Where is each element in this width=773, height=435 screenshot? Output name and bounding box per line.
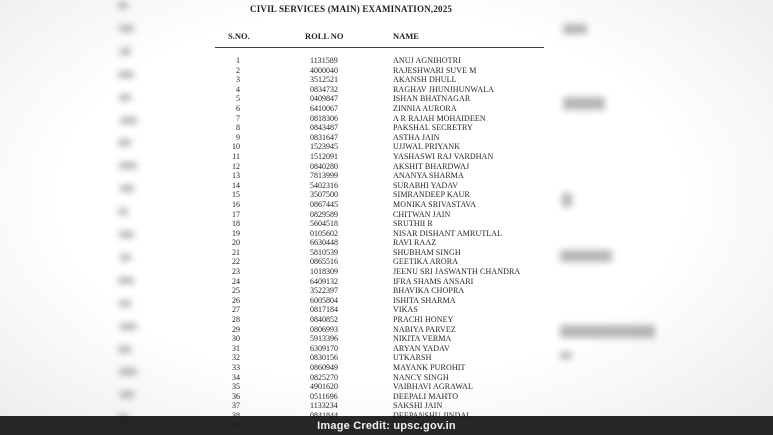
cell-rollno: 3522397: [310, 286, 338, 296]
column-header-roll: ROLL NO: [305, 31, 344, 41]
cell-name: SHUBHAM SINGH: [393, 247, 461, 257]
blurred-artifact: [120, 48, 131, 55]
table-row: [215, 190, 555, 200]
cell-sno: 16: [232, 199, 240, 209]
cell-rollno: 1512091: [310, 151, 338, 161]
column-header-sno: S.NO.: [228, 31, 250, 41]
cell-name: MONIKA SRIVASTAVA: [393, 199, 477, 209]
cell-sno: 26: [232, 295, 240, 305]
cell-sno: 37: [232, 401, 240, 411]
cell-sno: 13: [232, 171, 240, 181]
blurred-artifact: [118, 2, 128, 9]
blurred-artifact: [120, 391, 134, 398]
cell-sno: 6: [236, 103, 240, 113]
table-row: [215, 229, 555, 239]
table-row: [215, 286, 555, 296]
cell-sno: 11: [232, 151, 240, 161]
blurred-artifact: [118, 277, 134, 284]
cell-rollno: 0843487: [310, 123, 338, 133]
cell-rollno: 0830156: [310, 353, 338, 363]
cell-rollno: 4901620: [310, 382, 338, 392]
cell-rollno: 6409132: [310, 276, 338, 286]
blurred-artifact: [118, 208, 128, 215]
cell-name: YASHASWI RAJ VARDHAN: [393, 151, 494, 161]
cell-name: ARYAN YADAV: [393, 343, 450, 353]
table-row: [215, 305, 555, 315]
cell-rollno: 5402316: [310, 180, 338, 190]
cell-name: UTKARSH: [393, 353, 432, 363]
cell-rollno: 0105602: [310, 228, 338, 238]
cell-rollno: 0867445: [310, 199, 338, 209]
table-row: [215, 162, 555, 172]
cell-name: NANCY SINGH: [393, 372, 449, 382]
cell-sno: 22: [232, 257, 240, 267]
cell-rollno: 6309170: [310, 343, 338, 353]
cell-sno: 12: [232, 161, 240, 171]
blurred-artifact: [119, 25, 134, 32]
cell-rollno: 1131589: [310, 56, 338, 65]
cell-name: ANUJ AGNIHOTRI: [393, 56, 461, 65]
table-row: [215, 219, 555, 229]
cell-name: A R RAJAH MOHAIDEEN: [393, 113, 486, 123]
table-row: [215, 277, 555, 287]
image-credit-text: Image Credit: upsc.gov.in: [317, 419, 456, 432]
cell-sno: 33: [232, 363, 240, 372]
blurred-artifact: [118, 71, 134, 78]
cell-name: RAVI RAAZ: [393, 238, 437, 248]
cell-sno: 24: [232, 276, 240, 286]
cell-name: SURABHI YADAV: [393, 180, 459, 190]
cell-rollno: 0840852: [310, 315, 338, 325]
cell-sno: 19: [232, 228, 240, 238]
table-row: [215, 94, 555, 104]
cell-sno: 3: [236, 75, 240, 85]
cell-sno: 21: [232, 247, 240, 257]
cell-sno: 10: [232, 142, 240, 152]
cell-rollno: 0818306: [310, 113, 338, 123]
cell-name: JEENU SRI JASWANTH CHANDRA: [393, 267, 521, 277]
table-row: [215, 296, 555, 306]
blurred-artifact: [120, 185, 134, 192]
cell-rollno: 5604518: [310, 219, 338, 229]
cell-rollno: 0829589: [310, 209, 338, 219]
cell-name: NISAR DISHANT AMRUTLAL: [393, 228, 503, 238]
table-row: [215, 315, 555, 325]
table-row: [215, 382, 555, 392]
cell-sno: 17: [232, 209, 240, 219]
cell-rollno: 1018309: [310, 267, 338, 277]
blurred-artifact: [560, 250, 612, 262]
blurred-artifact: [118, 346, 131, 353]
blurred-artifact: [120, 117, 137, 124]
blurred-artifact: [563, 24, 587, 34]
cell-sno: 30: [232, 334, 240, 344]
table-row: [215, 123, 555, 133]
blurred-artifact: [119, 231, 134, 238]
blurred-artifact: [120, 254, 131, 261]
column-header-name: NAME: [393, 31, 419, 41]
blurred-artifact: [119, 94, 131, 101]
header-divider: [215, 47, 544, 48]
table-row: [215, 267, 555, 277]
cell-rollno: 6630448: [310, 238, 338, 248]
cell-name: RAGHAV JHUNJHUNWALA: [393, 84, 494, 94]
blurred-artifact: [560, 325, 655, 338]
cell-rollno: 5810539: [310, 247, 338, 257]
cell-name: AKANSH DHULL: [393, 75, 457, 85]
cell-name: NABIYA PARVEZ: [393, 324, 456, 334]
table-row: [215, 353, 555, 363]
cell-rollno: 0865516: [310, 257, 338, 267]
table-row: [215, 238, 555, 248]
cell-sno: 23: [232, 267, 240, 277]
cell-rollno: 0831647: [310, 132, 338, 142]
table-row: [215, 56, 555, 66]
cell-sno: 1: [236, 56, 240, 65]
table-row: [215, 334, 555, 344]
cell-name: ISHITA SHARMA: [393, 295, 456, 305]
cell-rollno: 0834732: [310, 84, 338, 94]
cell-sno: 9: [236, 132, 240, 142]
cell-sno: 7: [236, 113, 240, 123]
cell-name: RAJESHWARI SUVE M: [393, 65, 477, 75]
cell-rollno: 3512521: [310, 75, 338, 85]
cell-name: PRACHI HONEY: [393, 315, 454, 325]
cell-sno: 8: [236, 123, 240, 133]
cell-sno: 27: [232, 305, 240, 315]
cell-rollno: 1523945: [310, 142, 338, 152]
cell-name: VAIBHAVI AGRAWAL: [393, 382, 474, 392]
cell-name: SRUTHII R: [393, 219, 433, 229]
cell-sno: 32: [232, 353, 240, 363]
cell-sno: 34: [232, 372, 240, 382]
table-row: [215, 171, 555, 181]
table-row: [215, 85, 555, 95]
table-row: [215, 210, 555, 220]
cell-rollno: 0860949: [310, 363, 338, 372]
cell-rollno: 3507500: [310, 190, 338, 200]
cell-name: SIMRANDEEP KAUR: [393, 190, 470, 200]
table-row: [215, 392, 555, 402]
cell-rollno: 6005804: [310, 295, 338, 305]
blurred-artifact: [119, 368, 137, 375]
cell-rollno: 1133234: [310, 401, 338, 411]
cell-name: DEEPALI MAHTO: [393, 391, 459, 401]
cell-sno: 5: [236, 94, 240, 104]
cell-sno: 35: [232, 382, 240, 392]
cell-sno: 20: [232, 238, 240, 248]
cell-name: ANANYA SHARMA: [393, 171, 464, 181]
blurred-artifact: [120, 323, 137, 330]
table-row: [215, 114, 555, 124]
cell-sno: 29: [232, 324, 240, 334]
cell-name: ASTHA JAIN: [393, 132, 440, 142]
table-row: [215, 344, 555, 354]
cell-name: ISHAN BHATNAGAR: [393, 94, 471, 104]
cell-name: CHITWAN JAIN: [393, 209, 451, 219]
blurred-artifact: [119, 162, 137, 169]
blurred-artifact: [119, 300, 131, 307]
image-credit-bar: [0, 416, 773, 435]
table-row: [215, 200, 555, 210]
cell-sno: 31: [232, 343, 240, 353]
cell-rollno: 0511696: [310, 391, 338, 401]
table-row: [215, 257, 555, 267]
cell-sno: 36: [232, 391, 240, 401]
cell-rollno: 0817184: [310, 305, 338, 315]
cell-name: BHAVIKA CHOPRA: [393, 286, 465, 296]
table-row: [215, 133, 555, 143]
cell-sno: 18: [232, 219, 240, 229]
cell-sno: 14: [232, 180, 240, 190]
cell-rollno: 0409847: [310, 94, 338, 104]
cell-name: UJJWAL PRIYANK: [393, 142, 461, 152]
blurred-artifact: [118, 139, 131, 146]
blurred-artifact: [563, 97, 605, 110]
cell-name: IFRA SHAMS ANSARI: [393, 276, 474, 286]
table-row: [215, 104, 555, 114]
cell-name: ZINNIA AURORA: [393, 103, 457, 113]
cell-sno: 4: [236, 84, 240, 94]
cell-rollno: 0840280: [310, 161, 338, 171]
table-row: [215, 152, 555, 162]
cell-name: PAKSHAL SECRETRY: [393, 123, 473, 133]
cell-rollno: 7813999: [310, 171, 338, 181]
cell-sno: 15: [232, 190, 240, 200]
table-row: [215, 142, 555, 152]
cell-sno: 2: [236, 65, 240, 75]
cell-rollno: 5913396: [310, 334, 338, 344]
table-row: [215, 401, 555, 411]
cell-name: SAKSHI JAIN: [393, 401, 443, 411]
table-row: [215, 248, 555, 258]
table-row: [215, 181, 555, 191]
cell-rollno: 4000040: [310, 65, 338, 75]
cell-rollno: 0806993: [310, 324, 338, 334]
table-row: [215, 66, 555, 76]
cell-name: GEETIKA ARORA: [393, 257, 459, 267]
table-row: [215, 325, 555, 335]
table-row: [215, 363, 555, 373]
cell-name: VIKAS: [393, 305, 418, 315]
cell-rollno: 0825270: [310, 372, 338, 382]
cell-rollno: 6410067: [310, 103, 338, 113]
cell-name: NIKITA VERMA: [393, 334, 452, 344]
cell-sno: 28: [232, 315, 240, 325]
table-row: [215, 75, 555, 85]
cell-name: AKSHIT BHARDWAJ: [393, 161, 470, 171]
table-row: [215, 373, 555, 383]
page-title: CIVIL SERVICES (MAIN) EXAMINATION,2025: [250, 4, 453, 14]
blurred-artifact: [562, 193, 572, 207]
blurred-artifact: [560, 352, 572, 359]
cell-sno: 25: [232, 286, 240, 296]
cell-name: MAYANK PUROHIT: [393, 363, 466, 372]
results-table: [215, 56, 555, 430]
